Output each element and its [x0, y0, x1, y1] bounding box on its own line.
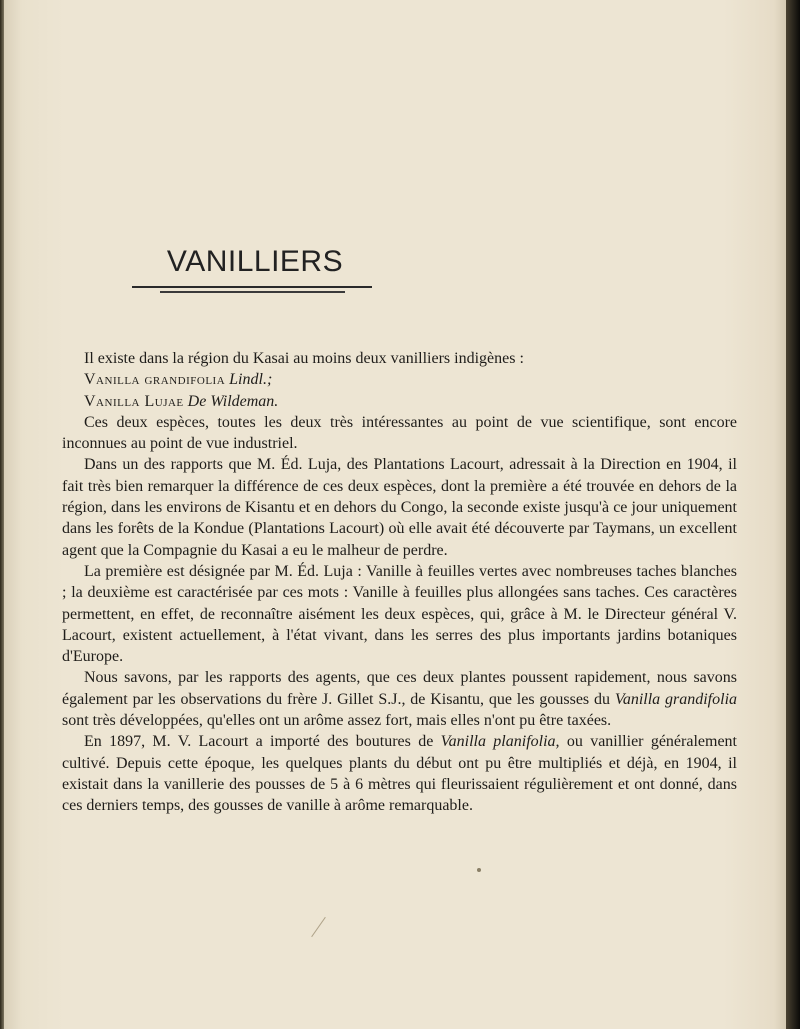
species-line-1	[62, 369, 737, 390]
article-body	[62, 348, 737, 817]
page-edge-right	[786, 0, 800, 1029]
paragraph-5	[62, 731, 737, 816]
paragraph-5-species: Vanilla planifolia,	[440, 733, 560, 751]
paragraph-5-start: En 1897, M. V. Lacourt a importé des boutures de	[84, 733, 434, 751]
species-line-2	[62, 391, 737, 412]
species-1-author: Lindl.;	[229, 371, 273, 389]
paragraph-4-end: sont très développées, qu'elles ont un arôme assez fort, mais elles n'ont pu être taxées.	[62, 712, 612, 730]
title-underline	[132, 286, 372, 294]
paragraph-4-species: Vanilla grandifolia	[614, 690, 738, 708]
paragraph-4	[62, 667, 737, 731]
species-2-author: De Wildeman.	[187, 392, 279, 410]
species-2-name: Vanilla Lujae	[84, 392, 184, 410]
paragraph-4-start: Nous savons, par les rapports des agents, que ces deux plantes poussent rapidement, nous savons également par les observations du frère J. Gillet S.J., de Kisantu, que les gousses du	[62, 669, 737, 708]
paragraph-5-end: ou vanillier généralement cultivé. Depuis cette époque, les quelques plants du début ont pu être multipliés et déjà, en 1904, il existait dans la vanillerie des pousses de 5 à 6 mètres qui fleurissaient régulièrement et ont donné, dans ces derniers temps, des gousses de vanille à arôme remarquable.	[62, 733, 737, 815]
paragraph-intro: Il existe dans la région du Kasai au moins deux vanilliers indigènes :	[84, 350, 524, 367]
paragraph-3: La première est désignée par M. Éd. Luja : Vanille à feuilles vertes avec nombreuses taches blanches ; la deuxième est caractérisée par ces mots : Vanille à feuilles plus allongées sans taches. Ces caractères permettent, en effet, de reconnaître aisément les deux espèces, qui, grâce à M. le Directeur général V. Lacourt, existent actuellement, à l'état vivant, dans les serres des plus importants jardins botaniques d'Europe.	[62, 562, 737, 666]
paragraph-1: Ces deux espèces, toutes les deux très intéressantes au point de vue scientifique, sont encore inconnues au point de vue industriel.	[62, 413, 737, 453]
paper-speck	[477, 868, 481, 872]
species-1-name: Vanilla grandifolia	[84, 371, 226, 389]
page-title: VANILLIERS	[166, 245, 344, 278]
paragraph-2: Dans un des rapports que M. Éd. Luja, des Plantations Lacourt, adressait à la Direction en 1904, il fait très bien remarquer la différence de ces deux espèces, dont la première a été trouvée en dehors de la région, dans les environs de Kisantu et en dehors du Congo, la seconde existe jusqu'à ce jour uniquement dans les forêts de la Kondue (Plantations Lacourt) où elle avait été découverte par Taymans, un excellent agent que la Compagnie du Kasai a eu le malheur de perdre.	[62, 456, 737, 559]
